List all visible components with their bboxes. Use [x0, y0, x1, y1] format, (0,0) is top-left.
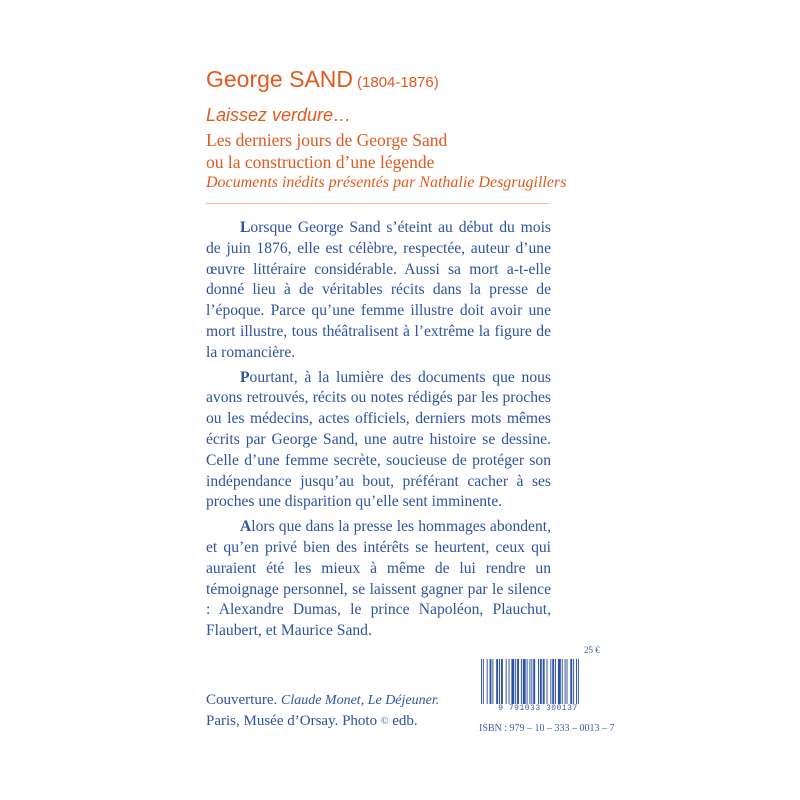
- blurb-paragraph: [206, 517, 551, 642]
- barcode-bar: [573, 659, 574, 704]
- barcode-bar: [490, 659, 492, 704]
- barcode-bar: [578, 659, 579, 704]
- barcode-bar: [538, 659, 539, 704]
- price-label: 25 €: [584, 645, 600, 655]
- barcode-bar: [527, 659, 528, 704]
- blurb-text: [206, 218, 551, 646]
- barcode-bar: [540, 659, 542, 704]
- barcode-bar: [515, 659, 516, 704]
- barcode-bar: [531, 659, 532, 704]
- blurb-paragraph: [206, 368, 551, 514]
- credit-museum: Paris, Musée d’Orsay. Photo: [206, 713, 378, 729]
- paragraph-initial: A: [240, 518, 252, 536]
- barcode-bar: [523, 659, 526, 704]
- barcode-bar: [481, 659, 482, 704]
- paragraph-text: orsque George Sand s’éteint au début du mois de juin 1876, elle est célèbre, respectée, auteur d’une œuvre littéraire considérable. Aussi sa mort a-t-elle donné lieu à de véritables récits dans la presse de l’époque. Parce qu’une femme illustre doit avoir une mort illustre, tous théâtralisent à l’extrême la figure de la romancière.: [206, 219, 551, 361]
- barcode-bar: [570, 659, 572, 704]
- subtitle-line-2: ou la construction d’une légende: [206, 152, 435, 172]
- credit-line-1: [206, 690, 439, 711]
- blurb-paragraph: [206, 218, 551, 364]
- barcode-image: [477, 657, 599, 704]
- paragraph-text: ourtant, à la lumière des documents que nous avons retrouvés, récits ou notes rédigés par les proches ou les médecins, actes officiels, derniers mots mêmes écrits par George Sand, une autre histoire se dessine. Celle d’une femme secrète, soucieuse de protéger son indépendance jusqu’au bout, préférant cacher à ses proches une disparition qu’elle sent imminente.: [206, 368, 551, 511]
- barcode-bar: [562, 659, 563, 704]
- book-title: Laissez verdure…: [206, 105, 352, 125]
- barcode-bar: [567, 659, 568, 704]
- author-dates: (1804-1876): [357, 74, 439, 91]
- barcode-bar: [543, 659, 545, 704]
- barcode-bar: [533, 659, 535, 704]
- presenter-line: Documents inédits présentés par Nathalie Desgrugillers: [206, 174, 567, 191]
- barcode-bar: [487, 659, 488, 704]
- barcode-bar: [529, 659, 530, 704]
- credit-prefix: Couverture.: [206, 692, 278, 708]
- barcode-bar: [501, 659, 503, 704]
- credit-painting: Claude Monet, Le Déjeuner.: [280, 693, 440, 708]
- barcode-bar: [552, 659, 554, 704]
- barcode-bar: [576, 659, 577, 704]
- barcode-bar: [558, 659, 561, 704]
- credit-publisher: edb.: [392, 713, 418, 729]
- header-divider: [206, 203, 549, 204]
- subtitle-line-1: Les derniers jours de George Sand: [206, 130, 448, 150]
- barcode-bar: [492, 659, 493, 704]
- barcode-bar: [511, 659, 514, 704]
- paragraph-initial: P: [240, 368, 250, 386]
- cover-credits: [206, 690, 439, 732]
- author-heading: [206, 66, 439, 93]
- author-name: George SAND: [206, 66, 354, 92]
- barcode-bar: [517, 659, 519, 704]
- barcode-bar: [547, 659, 548, 704]
- barcode-bar: [509, 659, 510, 704]
- barcode-digits: 9 791033 300137: [498, 704, 578, 713]
- paragraph-initial: L: [240, 219, 251, 236]
- barcode-bar: [521, 659, 522, 704]
- barcode-bar: [550, 659, 551, 704]
- barcode-bar: [565, 659, 566, 704]
- barcode-bar: [506, 659, 507, 704]
- barcode-bar: [483, 659, 484, 704]
- isbn-number: ISBN : 979 – 10 – 333 – 0013 – 7: [479, 723, 615, 734]
- barcode-bar: [555, 659, 556, 704]
- barcode-bar: [496, 659, 498, 704]
- paragraph-text: lors que dans la presse les hommages abondent, et qu’en privé bien des intérêts se heurtent, ceux qui auraient été les mieux à même de lui rendre un témoignage personnel, se laissent gagner par le silence : Alexandre Dumas, le prince Napoléon, Plauchut, Flaubert, et Maurice Sand.: [206, 518, 551, 640]
- credit-line-2: [206, 711, 439, 732]
- barcode-bar: [499, 659, 500, 704]
- copyright-symbol: ©: [380, 716, 389, 727]
